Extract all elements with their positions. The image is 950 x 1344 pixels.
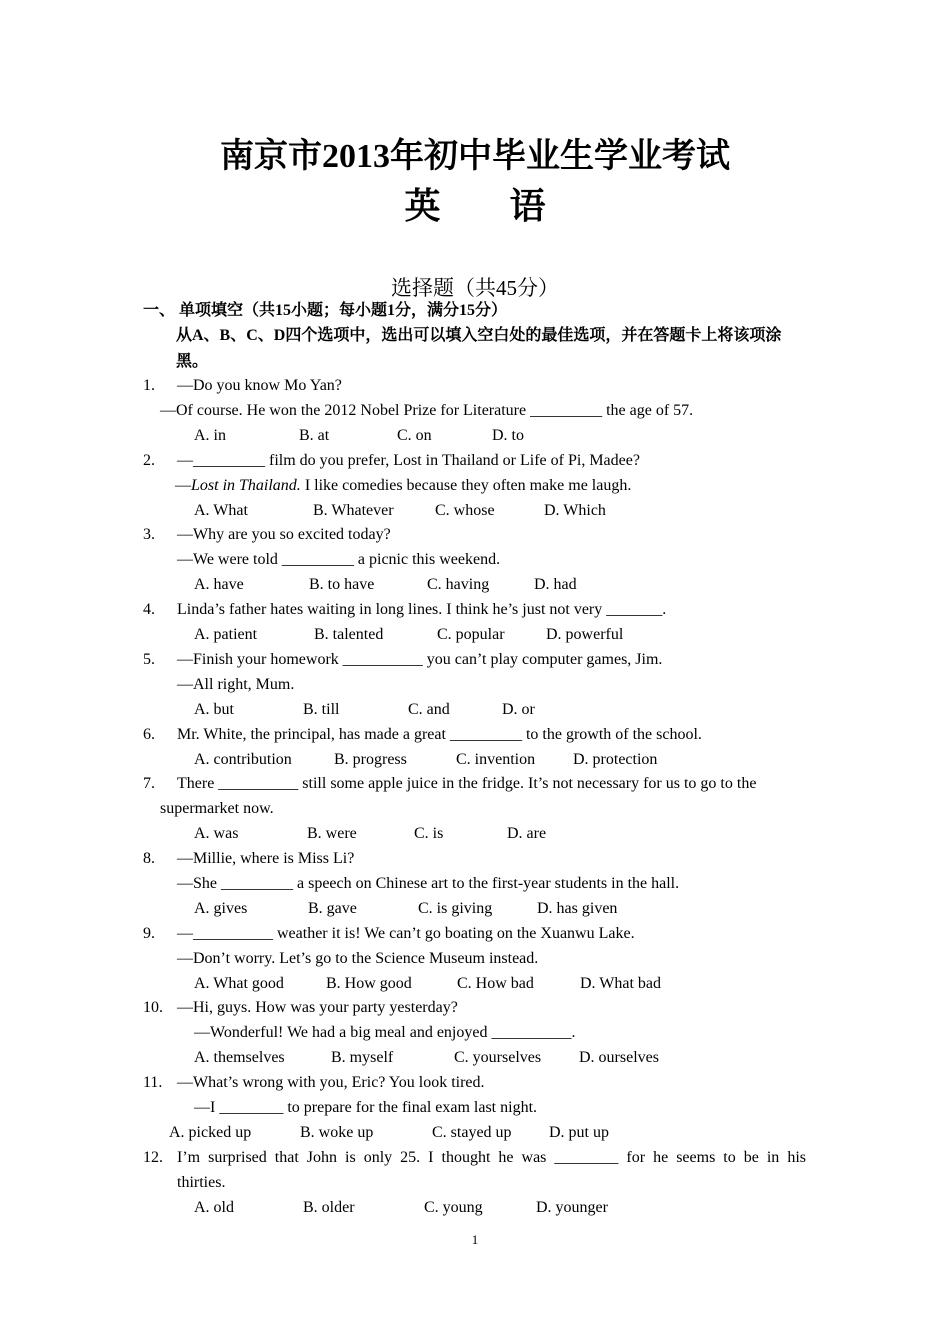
option: B. progress	[334, 751, 407, 768]
option: C. popular	[437, 626, 505, 643]
question-number: 11.	[143, 1074, 163, 1091]
question-number: 10.	[143, 999, 163, 1016]
instruction-line: 黑。	[176, 353, 209, 370]
option: D. has given	[537, 900, 618, 917]
question-text: —Wonderful! We had a big meal and enjoyed __________.	[194, 1024, 576, 1041]
question-text: —What’s wrong with you, Eric? You look tired.	[177, 1074, 485, 1091]
instruction-line: 从A、B、C、D四个选项中，选出可以填入空白处的最佳选项，并在答题卡上将该项涂	[176, 327, 782, 344]
question-text: —Millie, where is Miss Li?	[177, 850, 355, 867]
question-text: There __________ still some apple juice in the fridge. It’s not necessary for us to go to the	[177, 775, 757, 792]
question-text: —Do you know Mo Yan?	[177, 377, 342, 394]
option: D. to	[492, 427, 524, 444]
option: A. but	[194, 701, 234, 718]
question-text: Linda’s father hates waiting in long lines. I think he’s just not very _______.	[177, 601, 667, 618]
question-number: 5.	[143, 651, 155, 668]
question-number: 3.	[143, 526, 155, 543]
exam-title: 南京市2013年初中毕业生学业考试	[220, 138, 730, 175]
option: C. on	[397, 427, 432, 444]
option: A. What	[194, 502, 248, 519]
option: D. are	[507, 825, 547, 842]
option: B. woke up	[300, 1124, 374, 1141]
option: A. What good	[194, 975, 284, 992]
question-number: 2.	[143, 452, 155, 469]
question-text: —Don’t worry. Let’s go to the Science Museum instead.	[177, 950, 539, 967]
option: A. old	[194, 1199, 234, 1216]
option: D. put up	[549, 1124, 609, 1141]
question-text: supermarket now.	[160, 800, 274, 817]
question-text: —__________ weather it is! We can’t go boating on the Xuanwu Lake.	[177, 925, 635, 942]
question-number: 8.	[143, 850, 155, 867]
option: C. stayed up	[432, 1124, 512, 1141]
option: A. in	[194, 427, 226, 444]
dash: —	[175, 477, 191, 494]
question-text: —She _________ a speech on Chinese art to the first-year students in the hall.	[177, 875, 680, 892]
option: C. invention	[456, 751, 536, 768]
question-text: —Finish your homework __________ you can’t play computer games, Jim.	[177, 651, 663, 668]
section-title: 选择题（共45分）	[391, 276, 559, 300]
option: A. themselves	[194, 1049, 285, 1066]
option: D. What bad	[580, 975, 662, 992]
subject-title: 英 语	[404, 186, 576, 226]
option: B. gave	[308, 900, 357, 917]
option: D. younger	[536, 1199, 608, 1216]
option: D. Which	[544, 502, 606, 519]
question-text: —All right, Mum.	[177, 676, 295, 693]
option: A. gives	[194, 900, 248, 917]
question-number: 6.	[143, 726, 155, 743]
option: A. was	[194, 825, 239, 842]
question-text: —Hi, guys. How was your party yesterday?	[177, 999, 458, 1016]
option: C. is giving	[418, 900, 493, 917]
option: B. talented	[314, 626, 384, 643]
part-heading: 一、 单项填空（共15小题；每小题1分，满分15分）	[143, 302, 508, 319]
option: C. whose	[435, 502, 495, 519]
question-number: 9.	[143, 925, 155, 942]
question-text: —Of course. He won the 2012 Nobel Prize for Literature _________ the age of 57.	[160, 402, 694, 419]
option: B. older	[303, 1199, 355, 1216]
option: D. or	[502, 701, 535, 718]
question-text: —Why are you so excited today?	[177, 526, 391, 543]
answer-text: I like comedies because they often make me laugh.	[300, 477, 632, 494]
page-number: 1	[471, 1232, 479, 1247]
option: C. young	[424, 1199, 483, 1216]
question-text	[175, 476, 631, 496]
film-title: Lost in Thailand.	[191, 477, 301, 494]
option: B. myself	[331, 1049, 394, 1066]
option: A. have	[194, 576, 244, 593]
question-text: —We were told _________ a picnic this weekend.	[177, 551, 501, 568]
option: A. picked up	[169, 1124, 252, 1141]
option: A. contribution	[194, 751, 292, 768]
option: C. is	[414, 825, 444, 842]
option: B. till	[303, 701, 340, 718]
question-number: 12.	[143, 1149, 163, 1166]
option: C. and	[408, 701, 450, 718]
question-text: —I ________ to prepare for the final exam last night.	[194, 1099, 538, 1116]
question-number: 4.	[143, 601, 155, 618]
question-number: 1.	[143, 377, 155, 394]
option: C. yourselves	[454, 1049, 542, 1066]
option: C. having	[427, 576, 490, 593]
option: B. to have	[309, 576, 375, 593]
question-text: —_________ film do you prefer, Lost in Thailand or Life of Pi, Madee?	[177, 452, 640, 469]
option: D. protection	[573, 751, 658, 768]
question-number: 7.	[143, 775, 155, 792]
option: B. at	[299, 427, 330, 444]
option: B. Whatever	[313, 502, 394, 519]
option: C. How bad	[457, 975, 534, 992]
option: B. were	[307, 825, 357, 842]
option: D. powerful	[546, 626, 624, 643]
question-text: Mr. White, the principal, has made a great _________ to the growth of the school.	[177, 726, 702, 743]
question-text: thirties.	[177, 1174, 226, 1191]
option: B. How good	[326, 975, 412, 992]
option: D. ourselves	[579, 1049, 659, 1066]
option: D. had	[534, 576, 577, 593]
question-text: I’m surprised that John is only 25. I thought he was ________ for he seems to be in his	[177, 1149, 806, 1166]
option: A. patient	[194, 626, 258, 643]
